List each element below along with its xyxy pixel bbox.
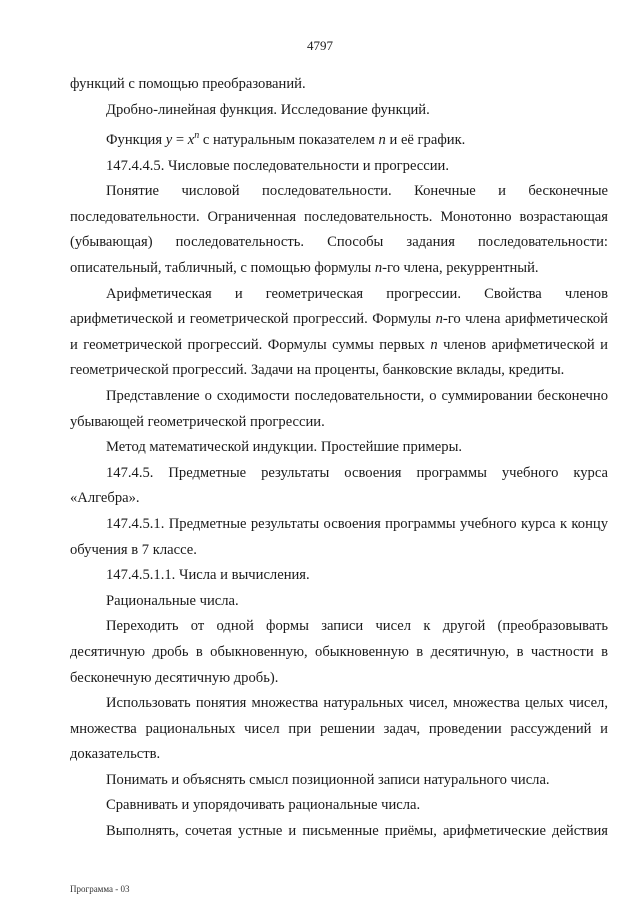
- math-exponent-n: n: [194, 130, 200, 142]
- paragraph-7: Метод математической индукции. Простейшие примеры.: [106, 439, 463, 456]
- math-variable-n: n: [435, 311, 443, 328]
- math-variable-x: x: [187, 132, 195, 149]
- paragraph-13: Использовать понятия множества натуральных чисел, множества целых чисел, множества рациональных чисел при решении задач, проведении рассуждений и доказательств.: [70, 695, 608, 763]
- paragraph-4: [70, 179, 608, 281]
- text-fragment: Функция: [106, 132, 166, 149]
- text-fragment: =: [172, 132, 188, 149]
- math-variable-n: n: [374, 260, 383, 277]
- paragraph-1: Дробно-линейная функция. Исследование функций.: [106, 101, 430, 118]
- text-fragment: Понятие числовой последовательности. Конечные и бесконечные последовательности. Ограниченная последовательность. Монотонно возрастающая (убывающая) последовательность. Способы задания последовательности: описательный, табличный, с помощью формулы: [70, 183, 608, 277]
- text-fragment: Арифметическая и геометрическая прогрессии. Свойства членов арифметической и геометрической прогрессий. Формулы: [70, 285, 608, 328]
- paragraph-8: 147.4.5. Предметные результаты освоения программы учебного курса «Алгебра».: [70, 464, 608, 507]
- text-fragment: членов арифметической и геометрической прогрессий. Задачи на проценты, банковские вклады, кредиты.: [70, 336, 608, 379]
- math-variable-n: n: [430, 336, 438, 353]
- paragraph-9: 147.4.5.1. Предметные результаты освоения программы учебного курса к концу обучения в 7 классе.: [70, 515, 608, 558]
- paragraph-0: функций с помощью преобразований.: [70, 76, 306, 92]
- paragraph-2: [70, 123, 608, 153]
- paragraph-10: 147.4.5.1.1. Числа и вычисления.: [106, 567, 310, 584]
- paragraph-5: [70, 282, 608, 384]
- math-variable-y: y: [165, 132, 173, 149]
- text-fragment: -го члена арифметической и геометрической прогрессий. Формулы суммы первых: [70, 311, 608, 353]
- footer-label: Программа - 03: [70, 884, 130, 894]
- paragraph-16: Выполнять, сочетая устные и письменные приёмы, арифметические действия: [106, 823, 608, 840]
- text-fragment: с натуральным показателем: [199, 132, 379, 149]
- page-number: 4797: [307, 38, 333, 53]
- paragraph-11: Рациональные числа.: [106, 592, 239, 609]
- paragraph-14: Понимать и объяснять смысл позиционной записи натурального числа.: [106, 771, 550, 788]
- paragraph-3: 147.4.4.5. Числовые последовательности и прогрессии.: [106, 157, 450, 174]
- paragraph-15: Сравнивать и упорядочивать рациональные числа.: [106, 797, 421, 814]
- text-fragment: и её график.: [385, 132, 466, 149]
- math-variable-n: n: [378, 132, 386, 149]
- text-fragment: -го члена, рекуррентный.: [382, 260, 539, 277]
- page-body: [70, 72, 608, 845]
- paragraph-12: Переходить от одной формы записи чисел к другой (преобразовывать десятичную дробь в обыкновенную, обыкновенную в десятичную, в частности в бесконечную десятичную дробь).: [70, 618, 608, 686]
- paragraph-6: Представление о сходимости последовательности, о суммировании бесконечно убывающей геометрической прогрессии.: [70, 387, 608, 430]
